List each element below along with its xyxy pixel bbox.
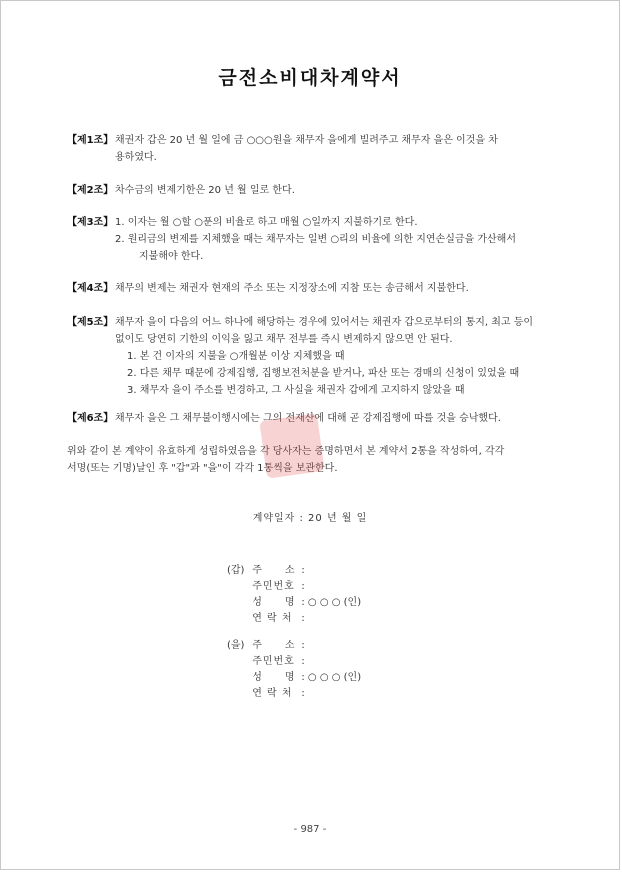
field-value: : [301,565,305,576]
party-row [227,563,361,579]
field-label: 주민번호 [252,656,295,667]
party-tag: (을) [227,640,245,651]
party-row [227,611,361,627]
article-2 [67,182,561,199]
article-label: 【제5조】 [67,317,114,328]
page-number: - 987 - [293,824,327,835]
party-row [227,638,361,654]
article-item: 1. 본 건 이자의 지불을 ○개월분 이상 지체했을 때 [127,351,345,362]
article-item: 지불해야 한다. [139,251,204,262]
article-text: 채권자 갑은 20 년 월 일에 금 ○○○원을 채무자 을에게 빌려주고 채무자 을은 이것을 차 [115,135,498,146]
contract-date: 계약일자 : 20 년 월 일 [252,513,368,524]
field-label: 연 락 처 [252,688,293,699]
field-value: : [301,581,305,592]
party-row [227,579,361,595]
field-value: : ○ ○ ○ (인) [301,597,362,608]
article-1 [67,132,561,166]
field-value: : [301,640,305,651]
article-item: 2. 원리금의 변제를 지체했을 때는 채무자는 일변 ○리의 비율에 의한 지연손실금을 가산해서 [115,234,516,245]
closing-text: 위와 같이 본 계약이 유효하게 성립하였음을 각 당사자는 증명하면서 본 계약서 2통을 작성하여, 각각 [67,446,505,457]
field-value: : [301,688,305,699]
field-label: 연 락 처 [252,613,293,624]
article-label: 【제6조】 [67,413,114,424]
article-text: 없이도 당연히 기한의 이익을 잃고 채무 전부를 즉시 변제하지 않으면 안 된다. [115,334,453,345]
party-gap [227,563,361,627]
closing-text: 서명(또는 기명)날인 후 "갑"과 "을"이 각각 1통씩을 보관한다. [67,463,338,474]
article-label: 【제3조】 [67,217,114,228]
article-text: 채무의 변제는 채권자 현재의 주소 또는 지정장소에 지참 또는 송금해서 지불한다. [115,283,469,294]
article-item: 2. 다른 채무 때문에 강제집행, 집행보전처분을 받거나, 파산 또는 경매의 신청이 있었을 때 [127,368,520,379]
field-label: 주 소 [252,640,296,651]
closing-paragraph [67,443,561,477]
article-item: 3. 채무자 을이 주소를 변경하고, 그 사실을 채권자 갑에게 고지하지 않았을 때 [127,385,465,396]
party-eul [227,638,361,702]
field-value: : ○ ○ ○ (인) [301,672,362,683]
field-label: 성 명 [252,672,296,683]
document-title: 금전소비대차계약서 [218,67,402,89]
article-text: 채무자 을이 다음의 어느 하나에 해당하는 경우에 있어서는 채권자 갑으로부터의 통지, 최고 등이 [115,317,534,328]
article-label: 【제1조】 [67,135,114,146]
party-row [227,686,361,702]
field-value: : [301,613,305,624]
party-tag: (갑) [227,565,245,576]
article-4 [67,280,561,297]
article-label: 【제4조】 [67,283,114,294]
field-label: 주민번호 [252,581,295,592]
party-row [227,670,361,686]
article-text: 차수금의 변제기한은 20 년 월 일로 한다. [115,185,295,196]
field-label: 주 소 [252,565,296,576]
article-text: 채무자 을은 그 채무불이행시에는 그의 전재산에 대해 곧 강제집행에 따를 것을 승낙했다. [115,413,501,424]
field-label: 성 명 [252,597,296,608]
party-row [227,595,361,611]
article-label: 【제2조】 [67,185,114,196]
article-5 [67,314,561,399]
article-3 [67,214,561,265]
article-item: 1. 이자는 월 ○할 ○푼의 비율로 하고 매월 ○일까지 지불하기로 한다. [115,217,418,228]
field-value: : [301,656,305,667]
article-text: 용하였다. [115,152,157,163]
article-6 [67,410,561,427]
party-row [227,654,361,670]
